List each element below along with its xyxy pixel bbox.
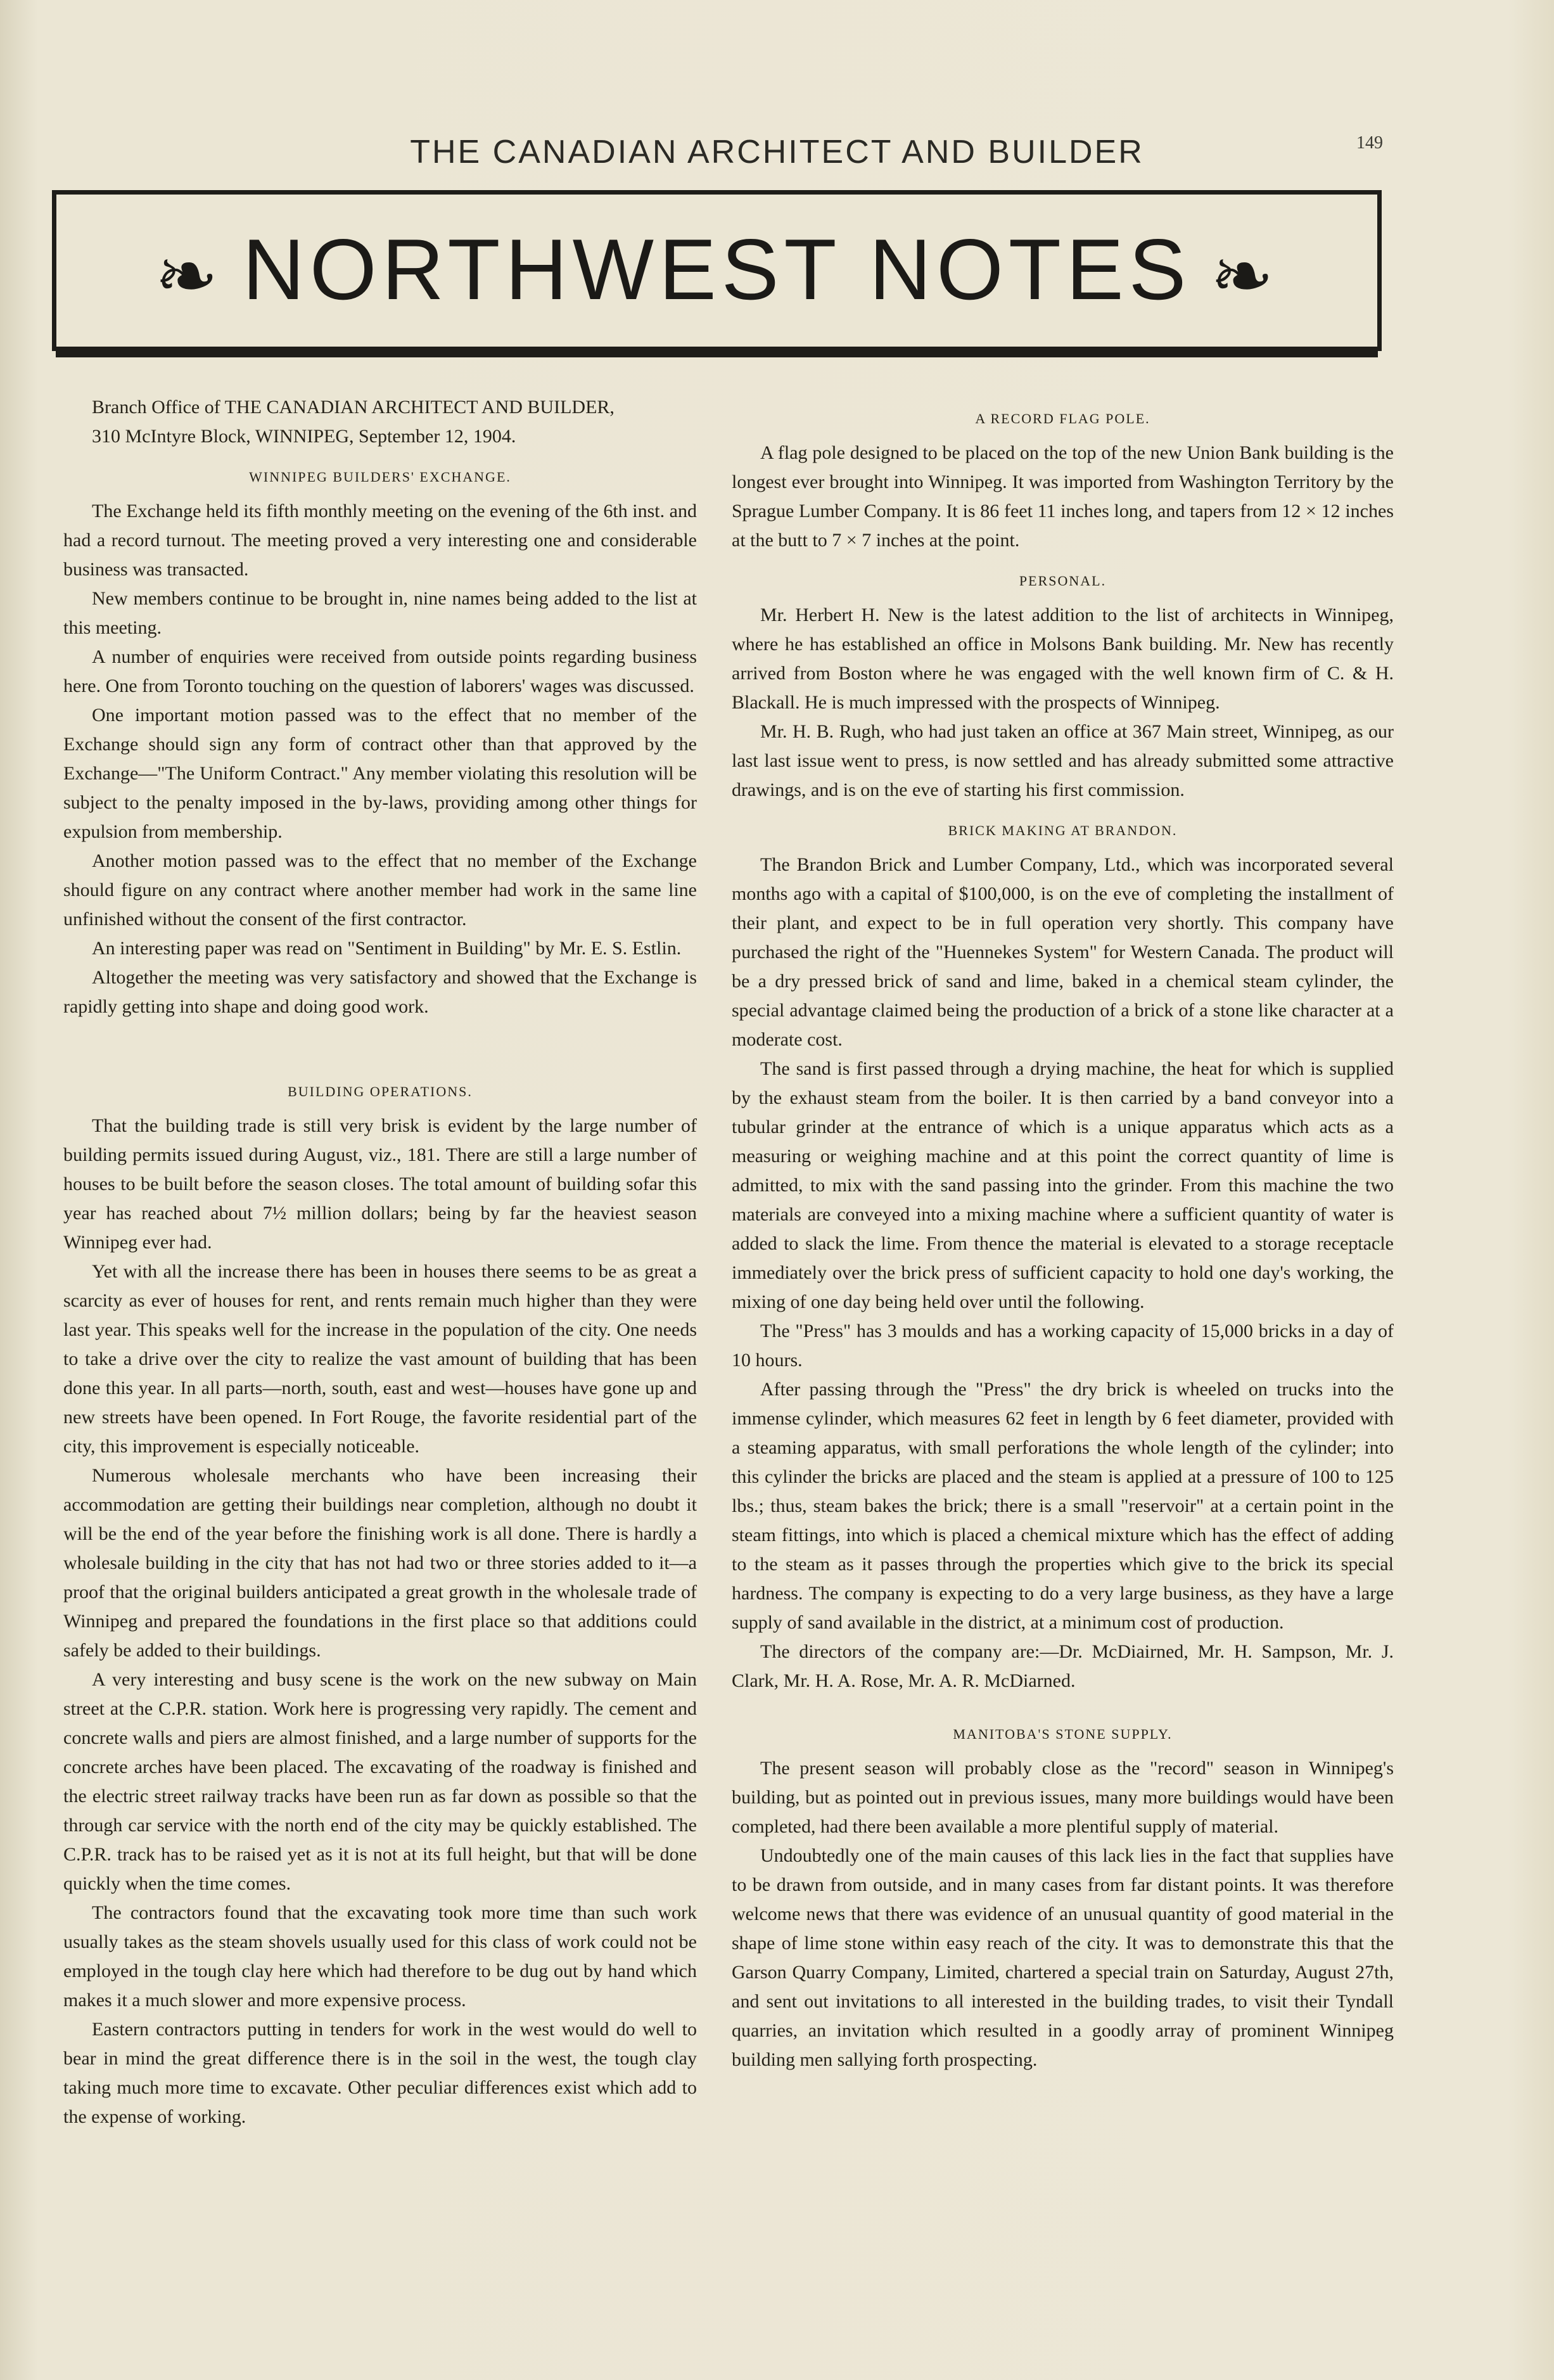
paragraph: One important motion passed was to the effect that no member of the Exchange should sign any form of contract other than that approved by the Exchange—"The Uniform Contract." Any member violating this resolution will be subject to the penalty imposed in the by-laws, providing among other things for expulsion from membership.: [63, 705, 697, 842]
paragraph: Altogether the meeting was very satisfactory and showed that the Exchange is rapidly getting into shape and doing good work.: [63, 967, 697, 1017]
section-heading-stone-supply: MANITOBA'S STONE SUPPLY.: [953, 1726, 1173, 1742]
dateline-office: Branch Office of THE CANADIAN ARCHITECT AND BUILDER,: [92, 397, 615, 418]
paragraph: Mr. Herbert H. New is the latest addition to the list of architects in Winnipeg, where he has established an office in Molsons Bank building. Mr. New has recently arrived from Boston where he was engaged with the well known firm of C. & H. Blackall. He is much impressed with the prospects of Winnipeg.: [732, 605, 1394, 713]
paragraph: That the building trade is still very brisk is evident by the large number of building permits issued during August, viz., 181. There are still a large number of houses to be built before the season closes. The total amount of building sofar this year has reached about 7½ million dollars; being by far the heaviest season Winnipeg ever had.: [63, 1115, 697, 1253]
dateline-address: 310 McIntyre Block, WINNIPEG, September 12, 1904.: [92, 426, 516, 447]
section-gap: [732, 1696, 1394, 1708]
paragraph: An interesting paper was read on "Sentiment in Building" by Mr. E. S. Estlin.: [92, 938, 682, 959]
right-column: [732, 393, 1394, 2075]
paragraph: New members continue to be brought in, nine names being added to the list at this meeting.: [63, 588, 697, 638]
running-title: THE CANADIAN ARCHITECT AND BUILDER: [410, 134, 1144, 170]
paragraph: The directors of the company are:—Dr. McDiairned, Mr. H. Sampson, Mr. J. Clark, Mr. H. A. Rose, Mr. A. R. McDiarned.: [732, 1641, 1394, 1691]
section-heading-builders-exchange: WINNIPEG BUILDERS' EXCHANGE.: [249, 469, 511, 485]
banner-title-row: [56, 220, 1377, 321]
paragraph: A flag pole designed to be placed on the top of the new Union Bank building is the longest ever brought into Winnipeg. It was imported from Washington Territory by the Sprague Lumber Company. It is 86 feet 11 inches long, and tapers from 12 × 12 inches at the butt to 7 × 7 inches at the point.: [732, 442, 1394, 551]
banner-title: NORTHWEST NOTES: [242, 221, 1192, 317]
paragraph: After passing through the "Press" the dry brick is wheeled on trucks into the immense cylinder, which measures 62 feet in length by 6 feet diameter, provided with a steaming apparatus, with small perforations the whole length of the cylinder; into this cylinder the bricks are placed and the steam is applied at a pressure of 100 to 125 lbs.; thus, steam bakes the brick; there is a small "reservoir" at a certain point in the steam fittings, into which is placed a chemical mixture which has the effect of adding to the steam as it passes through the properties which give to the brick its special hardness. The company is expecting to do a very large business, as they have a large supply of sand available in the district, at a minimum cost of production.: [732, 1379, 1394, 1633]
paragraph: The Exchange held its fifth monthly meeting on the evening of the 6th inst. and had a record turnout. The meeting proved a very interesting one and considerable business was transacted.: [63, 501, 697, 580]
paragraph: A number of enquiries were received from outside points regarding business here. One from Toronto touching on the question of laborers' wages was discussed.: [63, 646, 697, 696]
paragraph: Eastern contractors putting in tenders for work in the west would do well to bear in mind the great difference there is in the soil in the west, the tough clay taking much more time to excavate. Other peculiar differences exist which add to the expense of working.: [63, 2019, 697, 2127]
section-gap: [63, 1021, 697, 1066]
section-heading-brick-making: BRICK MAKING AT BRANDON.: [948, 822, 1178, 838]
page-number: 149: [1356, 133, 1383, 153]
section-heading-flag-pole: A RECORD FLAG POLE.: [975, 411, 1150, 426]
paragraph: The "Press" has 3 moulds and has a working capacity of 15,000 bricks in a day of 10 hours.: [732, 1321, 1394, 1371]
paragraph: Numerous wholesale merchants who have been increasing their accommodation are getting their buildings near completion, although no doubt it will be the end of the year before the finishing work is all done. There is hardly a wholesale building in the city that has not had two or three stories added to it—a proof that the original builders anticipated a great growth in the wholesale trade of Winnipeg and prepared the foundations in the first place so that additions could safely be added to their buildings.: [63, 1465, 697, 1661]
paragraph: The Brandon Brick and Lumber Company, Ltd., which was incorporated several months ago with a capital of $100,000, is on the eve of completing the installment of their plant, and expect to be in full operation very shortly. This company have purchased the right of the "Huennekes System" for Western Canada. The product will be a dry pressed brick of sand and lime, baked in a chemical steam cylinder, the special advantage claimed being the production of a brick of a stone like character at a moderate cost.: [732, 854, 1394, 1050]
paragraph: The contractors found that the excavating took more time than such work usually takes as the steam shovels usually used for this class of work could not be employed in the tough clay here which had therefore to be dug out by hand which makes it a much slower and more expensive process.: [63, 1902, 697, 2011]
section-banner: [52, 190, 1382, 351]
section-heading-building-operations: BUILDING OPERATIONS.: [288, 1084, 473, 1099]
right-ornament-icon: ❧: [1210, 232, 1279, 321]
paragraph: The present season will probably close as the "record" season in Winnipeg's building, but as pointed out in previous issues, many more buildings would have been completed, had there been available a more plentiful supply of material.: [732, 1758, 1394, 1837]
paragraph: Mr. H. B. Rugh, who had just taken an office at 367 Main street, Winnipeg, as our last last issue went to press, is now settled and has already submitted some attractive drawings, and is on the eve of starting his first commission.: [732, 721, 1394, 800]
left-column: [63, 393, 697, 2132]
paragraph: Another motion passed was to the effect that no member of the Exchange should figure on any contract where another member had work in the same line unfinished without the consent of the first contractor.: [63, 850, 697, 930]
paragraph: A very interesting and busy scene is the work on the new subway on Main street at the C.P.R. station. Work here is progressing very rapidly. The cement and concrete walls and piers are almost finished, and a large number of supports for the concrete arches have been placed. The excavating of the roadway is finished and the electric street railway tracks have been run as far down as possible so that the through car service with the north end of the city may be quickly established. The C.P.R. track has to be raised yet as it is not at its full height, but that will be done quickly when the time comes.: [63, 1669, 697, 1894]
paragraph: Undoubtedly one of the main causes of this lack lies in the fact that supplies have to be drawn from outside, and in many cases from far distant points. It was therefore welcome news that there was evidence of an unusual quantity of good material in the shape of lime stone within easy reach of the city. It was to demonstrate this that the Garson Quarry Company, Limited, chartered a special train on Saturday, August 27th, and sent out invitations to all interested in the building trades, to visit their Tyndall quarries, an invitation which resulted in a goodly array of prominent Winnipeg building men sallying forth prospecting.: [732, 1845, 1394, 2070]
section-heading-personal: PERSONAL.: [1019, 573, 1107, 589]
paragraph: Yet with all the increase there has been in houses there seems to be as great a scarcity as ever of houses for rent, and rents remain much higher than they were last year. This speaks well for the increase in the population of the city. One needs to take a drive over the city to realize the vast amount of building that has been done this year. In all parts—north, south, east and west—houses have gone up and new streets have been opened. In Fort Rouge, the favorite residential part of the city, this improvement is especially noticeable.: [63, 1261, 697, 1457]
left-ornament-icon: ❧: [155, 232, 224, 321]
paragraph: The sand is first passed through a drying machine, the heat for which is supplied by the exhaust steam from the boiler. It is then carried by a band conveyor into a tubular grinder at the entrance of which is a unique apparatus which acts as a measuring or weighing machine and at this point the correct quantity of lime is admitted, to mix with the sand passing into the grinder. From this machine the two materials are conveyed into a mixing machine where a sufficient quantity of water is added to slack the lime. From thence the material is elevated to a storage receptacle immediately over the brick press of sufficient capacity to hold one day's working, the mixing of one day being held over until the following.: [732, 1058, 1394, 1312]
